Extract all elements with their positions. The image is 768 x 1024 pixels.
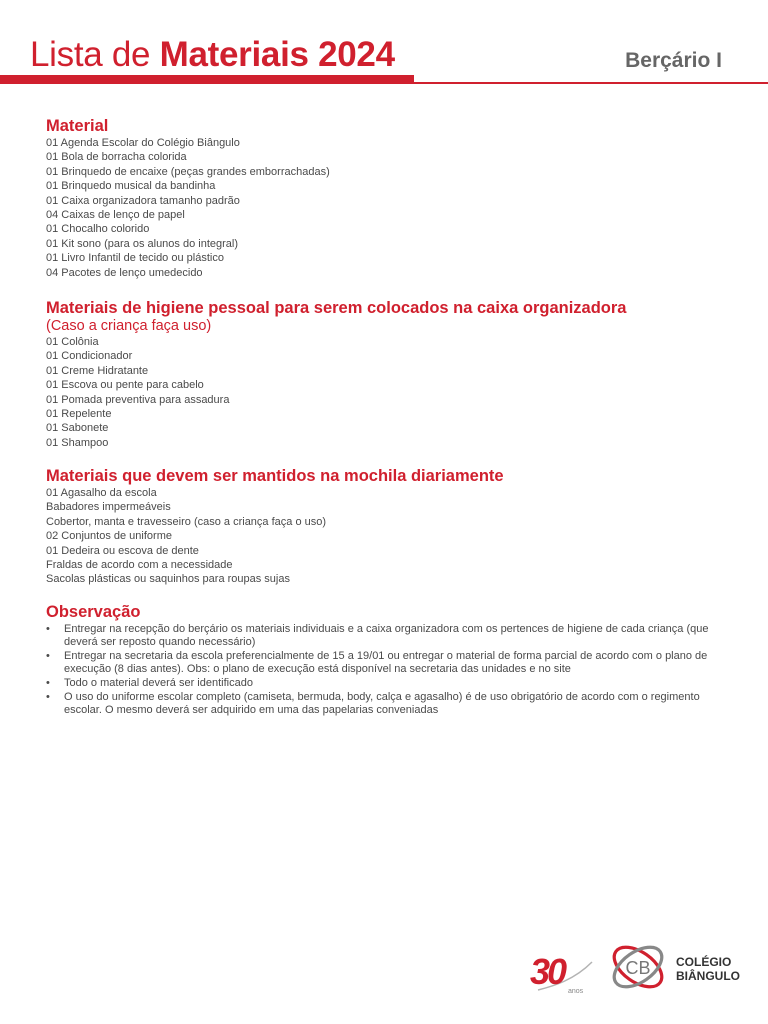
bullet-item (46, 650, 726, 677)
bullet-icon: • (46, 690, 50, 703)
section-heading: Materiais que devem ser mantidos na mochila diariamente (46, 467, 504, 485)
section-material (46, 116, 330, 280)
bullet-text: Entregar na recepção do berçário os materiais individuais e a caixa organizadora com os pertences de higiene de cada criança (que deverá ser reposto quando necessário) (64, 623, 709, 649)
list-item: 01 Pomada preventiva para assadura (46, 393, 230, 406)
list-item: Cobertor, manta e travesseiro (caso a criança faça o uso) (46, 515, 327, 528)
header-rule-thick (0, 75, 414, 84)
bullet-text: O uso do uniforme escolar completo (camiseta, bermuda, body, calça e agasalho) é de uso obrigatório de acordo com o regimento escolar. O mesmo deverá ser adquirido em uma das papelarias conveniadas (64, 690, 700, 717)
section-heading: Materiais de higiene pessoal para serem colocados na caixa organizadora (46, 299, 627, 317)
anniversary-number: 30 (530, 951, 565, 992)
list-item: 01 Sabonete (46, 422, 109, 435)
list-item: 04 Pacotes de lenço umedecido (46, 266, 203, 279)
section-heading: Material (46, 117, 109, 135)
list-item: 01 Repelente (46, 408, 112, 421)
list-item: 01 Bola de borracha colorida (46, 151, 187, 164)
list-item: 01 Condicionador (46, 350, 133, 363)
section-observacao (46, 602, 726, 718)
list-item: 01 Colônia (46, 336, 99, 348)
title-light: Lista de (30, 35, 151, 74)
item-list (46, 136, 330, 280)
anniversary-word: anos (568, 988, 584, 994)
emblem-letters: CB (625, 958, 651, 978)
list-item: 01 Agenda Escolar do Colégio Biângulo (46, 137, 240, 149)
bullet-item (46, 677, 726, 690)
list-item: 01 Caixa organizadora tamanho padrão (46, 194, 240, 207)
list-item: 01 Livro Infantil de tecido ou plástico (46, 252, 224, 265)
list-item: 01 Agasalho da escola (46, 487, 157, 499)
page-title (30, 34, 395, 76)
section-mochila (46, 466, 504, 587)
list-item: 02 Conjuntos de uniforme (46, 530, 172, 543)
footer-logos (530, 938, 750, 998)
list-item: 01 Dedeira ou escova de dente (46, 544, 199, 557)
list-item: 01 Kit sono (para os alunos do integral) (46, 237, 239, 250)
section-heading: Observação (46, 603, 141, 621)
bullet-icon: • (46, 677, 50, 690)
bullet-list (46, 623, 726, 718)
school-name (676, 955, 740, 983)
list-item: 01 Creme Hidratante (46, 364, 149, 377)
bullet-icon: • (46, 650, 50, 663)
list-item: 04 Caixas de lenço de papel (46, 209, 185, 222)
list-item: 01 Chocalho colorido (46, 223, 150, 236)
bullet-item (46, 691, 726, 718)
item-list (46, 335, 626, 450)
section-higiene (46, 298, 626, 450)
bullet-icon: • (46, 623, 50, 635)
brand-line-2: BIÂNGULO (676, 969, 740, 983)
anniversary-30-logo (530, 950, 596, 994)
bullet-text: Entregar na secretaria da escola preferencialmente de 15 a 19/01 ou entregar o material de forma parcial de acordo com o plano de execução (8 dias antes). Obs: o plano de execução está disponível na secretaria das unidades e no site (64, 650, 708, 676)
list-item: 01 Brinquedo de encaixe (peças grandes emborrachadas) (46, 165, 330, 178)
list-item: 01 Shampoo (46, 436, 109, 449)
list-item: 01 Escova ou pente para cabelo (46, 379, 204, 392)
list-item: Babadores impermeáveis (46, 501, 171, 514)
bullet-text: Todo o material deverá ser identificado (64, 677, 253, 690)
grade-label: Berçário I (625, 49, 722, 72)
item-list (46, 486, 504, 587)
list-item: Sacolas plásticas ou saquinhos para roupas sujas (46, 573, 290, 586)
title-bold: Materiais 2024 (159, 35, 395, 74)
bullet-item (46, 623, 726, 650)
brand-line-1: COLÉGIO (676, 955, 732, 969)
list-item: Fraldas de acordo com a necessidade (46, 559, 233, 572)
list-item: 01 Brinquedo musical da bandinha (46, 180, 216, 193)
section-subheading: (Caso a criança faça uso) (46, 318, 212, 334)
header-rule-thin (414, 82, 768, 84)
school-emblem-icon (608, 938, 668, 996)
